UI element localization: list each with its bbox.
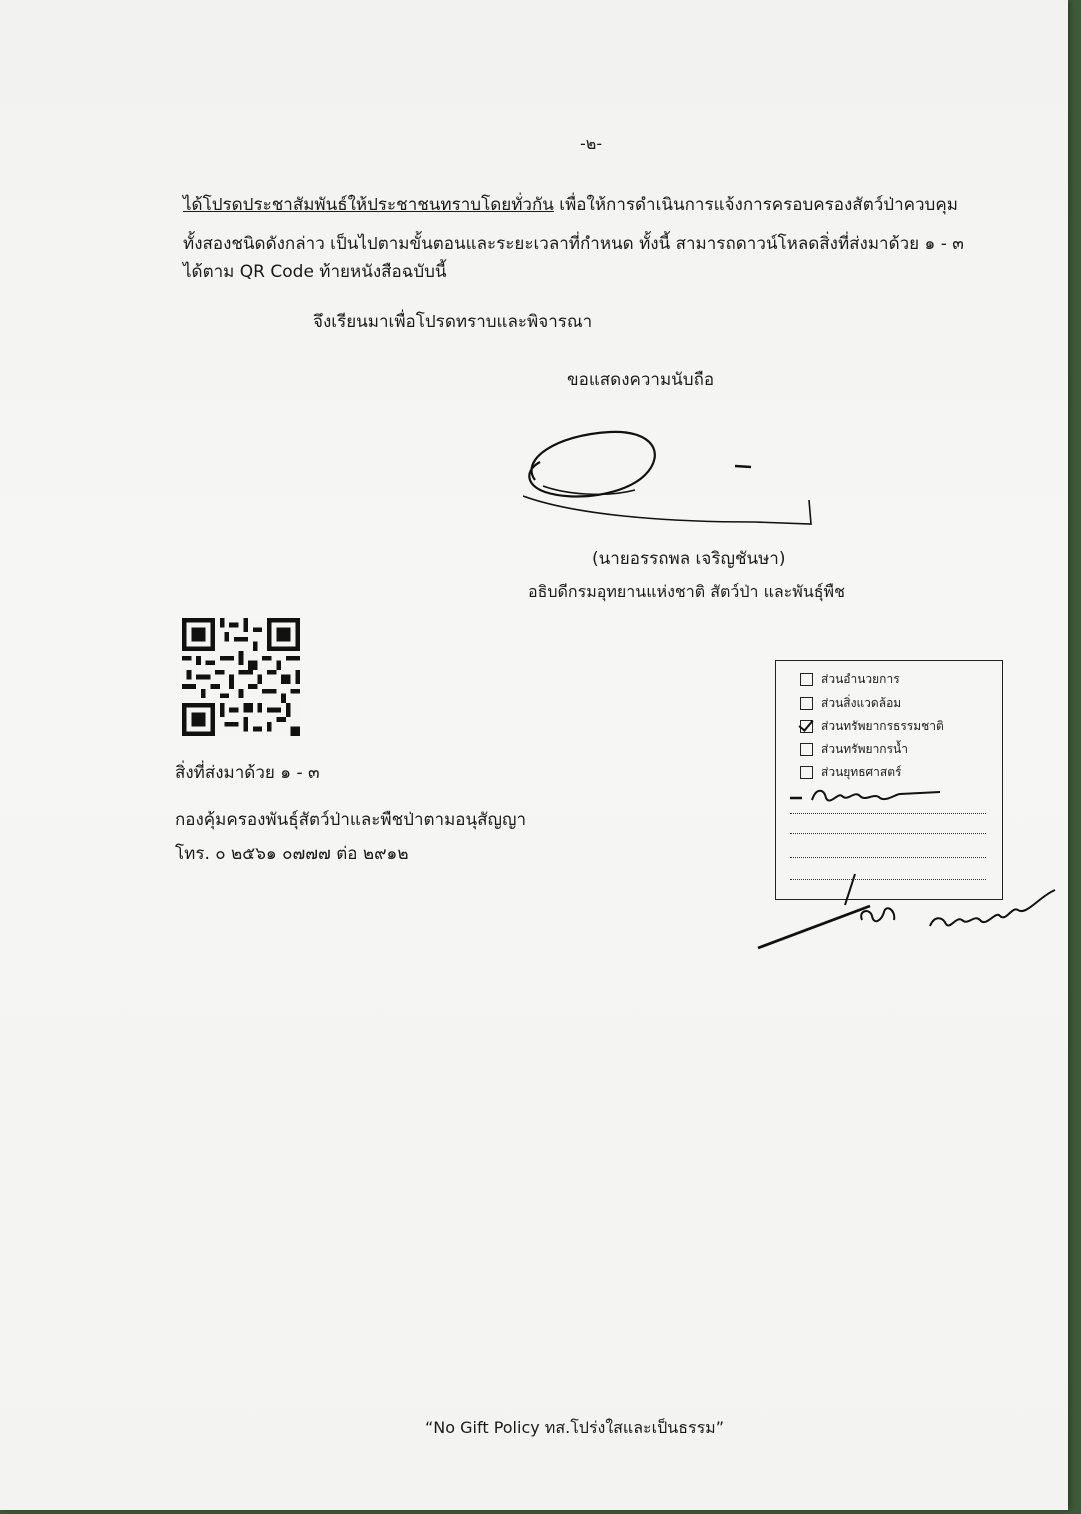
routing-item xyxy=(800,718,944,734)
routing-item xyxy=(800,671,900,687)
signer-title: อธิบดีกรมอุทยานแห่งชาติ สัตว์ป่า และพันธุ์พืช xyxy=(528,582,845,601)
checkbox[interactable] xyxy=(800,673,813,686)
checkbox[interactable] xyxy=(800,743,813,756)
closing-request: จึงเรียนมาเพื่อโปรดทราบและพิจารณา xyxy=(313,312,593,332)
body-line-1 xyxy=(183,193,958,217)
body-line-1-rest: เพื่อให้การดำเนินการแจ้งการครอบครองสัตว์ป่าควบคุม xyxy=(553,195,958,215)
checkbox-checked[interactable] xyxy=(800,720,813,733)
routing-item-label: ส่วนทรัพยากรธรรมชาติ xyxy=(821,719,944,733)
page-number: -๒- xyxy=(580,134,603,153)
enclosure-note: สิ่งที่ส่งมาด้วย ๑ - ๓ xyxy=(175,763,320,783)
routing-item-label: ส่วนยุทธศาสตร์ xyxy=(821,765,902,779)
body-line-2: ทั้งสองชนิดดังกล่าว เป็นไปตามขั้นตอนและระยะเวลาที่กำหนด ทั้งนี้ สามารถดาวน์โหลดสิ่งที่ส่งมาด้วย ๑ - ๓ xyxy=(183,234,964,254)
handwritten-annotations xyxy=(750,770,1070,970)
division-name: กองคุ้มครองพันธุ์สัตว์ป่าและพืชป่าตามอนุสัญญา xyxy=(175,810,526,830)
handwritten-signature xyxy=(515,420,825,540)
no-gift-policy-footer: “No Gift Policy ทส.โปร่งใสและเป็นธรรม” xyxy=(425,1418,724,1437)
body-line-1-underlined: ได้โปรดประชาสัมพันธ์ให้ประชาชนทราบโดยทั่วกัน xyxy=(183,195,554,215)
phone-number: โทร. ๐ ๒๕๖๑ ๐๗๗๗ ต่อ ๒๙๑๒ xyxy=(175,844,409,864)
body-line-3: ได้ตาม QR Code ท้ายหนังสือฉบับนี้ xyxy=(183,262,447,282)
signer-name: (นายอรรถพล เจริญชันษา) xyxy=(592,549,786,569)
qr-code[interactable] xyxy=(182,618,300,736)
routing-item xyxy=(800,695,901,711)
routing-item xyxy=(800,741,908,757)
routing-item-label: ส่วนสิ่งแวดล้อม xyxy=(821,696,902,710)
routing-item-label: ส่วนทรัพยากรน้ำ xyxy=(821,742,908,756)
closing-regards: ขอแสดงความนับถือ xyxy=(567,370,715,390)
checkbox[interactable] xyxy=(800,697,813,710)
routing-item-label: ส่วนอำนวยการ xyxy=(821,672,900,686)
